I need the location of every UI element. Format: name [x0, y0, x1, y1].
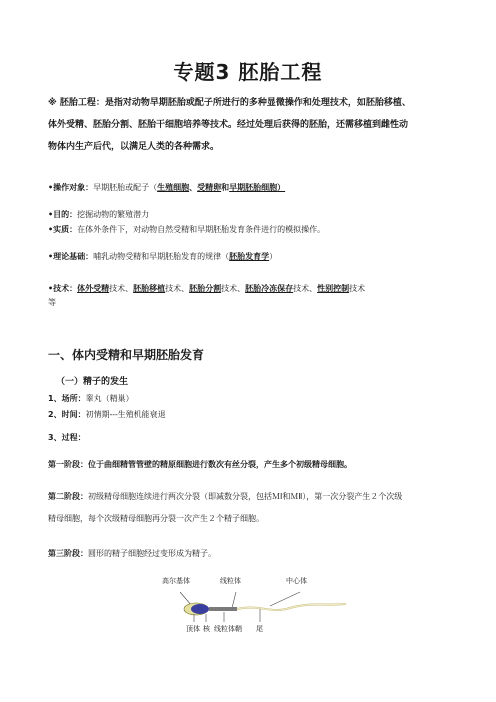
label-acrosome: 顶体 — [186, 625, 200, 633]
label-centriole: 中心体 — [286, 577, 307, 585]
intro-line-1 — [48, 92, 458, 114]
item-theory-end: ） — [269, 252, 278, 261]
stage-3 — [48, 545, 458, 563]
intro-line-2: 体外受精、胚胎分割、胚胎干细胞培养等技术。经过处理后获得的胚胎，还需移植到雌性动 — [48, 120, 409, 130]
label-nucleus: 核 — [203, 625, 210, 633]
tech-3: 胚胎分割 — [189, 284, 222, 293]
stage-1 — [48, 456, 458, 474]
sperm-diagram — [150, 586, 350, 626]
stage-3-label: 第三阶段： — [48, 549, 88, 558]
nucleus-shape — [191, 604, 209, 614]
item-theory-text: 哺乳动物受精和早期胚胎发育的规律（ — [93, 252, 230, 261]
stage-1-label: 第一阶段： — [48, 460, 88, 469]
item-object-label: •操作对象： — [48, 183, 94, 192]
item-purpose-label: •目的： — [48, 210, 78, 219]
page-title: 专题3 胚胎工程 — [173, 60, 323, 84]
item-object — [48, 181, 458, 195]
tech-2: 胚胎移植 — [133, 284, 166, 293]
midpiece-shape — [209, 607, 237, 611]
item-object-u3: 早期胚胎细胞 — [229, 183, 278, 192]
sperm-figure — [150, 574, 350, 634]
process-label: 3、过程： — [48, 433, 86, 442]
place-line — [48, 391, 458, 407]
label-sheath: 线粒体鞘 — [214, 625, 242, 633]
item-theory-label: •理论基础： — [48, 252, 94, 261]
place-label: 1、场所： — [48, 394, 86, 403]
time-line — [48, 407, 458, 423]
item-essence-label: •实质： — [48, 225, 78, 234]
tech-4: 胚胎冷冻保存 — [245, 284, 294, 293]
intro-paragraph — [48, 92, 458, 158]
item-object-sep: 、 — [189, 183, 198, 192]
tech-sep-5: 技术 — [349, 284, 366, 293]
tech-1: 体外受精 — [77, 284, 110, 293]
tech-sep-2: 技术、 — [165, 284, 190, 293]
stage-3-text: 圆形的精子细胞经过变形成为精子。 — [88, 549, 216, 558]
label-golgi: 高尔基体 — [162, 577, 190, 585]
pointer-mitochondria — [232, 592, 236, 608]
tech-5: 性别控制 — [317, 284, 350, 293]
subsection-heading: （一）精子的发生 — [56, 377, 129, 387]
tech-sep-4: 技术、 — [293, 284, 318, 293]
stage-2 — [48, 488, 458, 528]
item-object-u1: 生殖细胞 — [157, 183, 190, 192]
item-object-and: 和 — [221, 183, 230, 192]
stage-2-text-b: 精母细胞，每个次级精母细胞再分裂一次产生２个精子细胞。 — [48, 514, 264, 523]
label-mitochondria: 线粒体 — [220, 577, 241, 585]
item-object-u2: 受精卵 — [197, 183, 222, 192]
item-theory-u: 胚胎发育学 — [229, 252, 270, 261]
intro-line-1-text: 是指对动物早期胚胎或配子所进行的多种显微操作和处理技术，如胚胎移植、 — [104, 98, 411, 108]
intro-line-3: 物体内生产后代，以满足人类的各种需求。 — [48, 142, 220, 152]
item-theory — [48, 250, 458, 264]
item-object-end: ） — [277, 183, 286, 192]
reference-mark: ※ — [48, 98, 57, 108]
stage-2-text-a: 初级精母细胞连续进行两次分裂（即减数分裂，包括ＭⅠ和ＭⅡ），第一次分裂产生２个次级 — [88, 492, 403, 501]
item-tech — [48, 282, 458, 310]
stage-1-text: 位于曲细精管管壁的精原细胞进行数次有丝分裂，产生多个初级精母细胞。 — [88, 460, 352, 469]
item-tech-line-2: 等 — [48, 298, 56, 307]
place-text: 睾丸（精巢） — [85, 394, 134, 403]
tech-sep-1: 技术、 — [109, 284, 134, 293]
item-tech-label: •技术： — [48, 284, 78, 293]
section-heading: 一、体内受精和早期胚胎发育 — [48, 348, 205, 362]
item-object-text: 早期胚胎或配子（ — [93, 183, 158, 192]
item-essence-text: 在体外条件下，对动物自然受精和早期胚胎发育条件进行的模拟操作。 — [77, 225, 326, 234]
intro-term: 胚胎工程： — [59, 98, 105, 108]
item-purpose-text: 挖掘动物的繁殖潜力 — [77, 210, 150, 219]
label-tail: 尾 — [256, 625, 263, 633]
tech-sep-3: 技术、 — [221, 284, 246, 293]
item-purpose — [48, 208, 458, 222]
stage-2-label: 第二阶段： — [48, 492, 88, 501]
time-label: 2、时间： — [48, 410, 86, 419]
item-essence — [48, 223, 458, 237]
pointer-centriole — [270, 592, 300, 606]
time-text: 初情期---生殖机能衰退 — [85, 410, 166, 419]
